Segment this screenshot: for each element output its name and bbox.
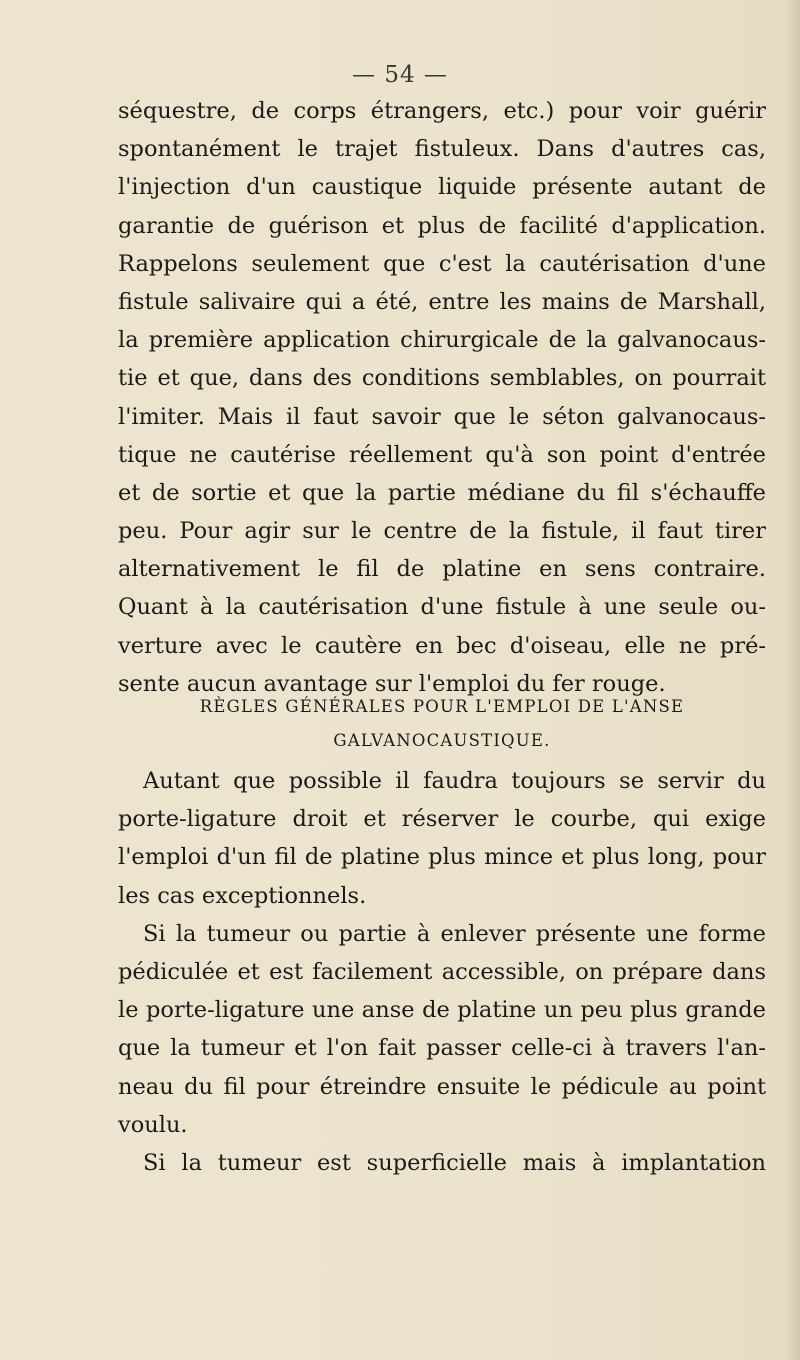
paragraph-1 <box>118 92 766 703</box>
text-line: spontanément le trajet fistuleux. Dans d'autres cas, <box>118 136 766 163</box>
text-line: pédiculée et est facilement accessible, on prépare dans <box>118 958 766 985</box>
text-line: Rappelons seulement que c'est la cautérisation d'une <box>118 250 766 277</box>
text-line: séquestre, de corps étrangers, etc.) pour voir guérir <box>118 98 766 124</box>
section-heading-line: GALVANOCAUSTIQUE. <box>333 731 551 750</box>
text-line: voulu. <box>118 1111 188 1138</box>
text-line: le porte-ligature une anse de platine un peu plus grande <box>118 997 766 1024</box>
text-line: l'imiter. Mais il faut savoir que le séton galvanocaus- <box>118 403 766 430</box>
text-line: Autant que possible il faudra toujours se servir du <box>143 768 766 794</box>
section-heading-line: RÈGLES GÉNÉRALES POUR L'EMPLOI DE L'ANSE <box>199 697 685 716</box>
text-line: Si la tumeur ou partie à enlever présente une forme <box>143 920 766 947</box>
page-edge-shadow <box>786 0 800 1360</box>
text-line: l'emploi d'un fil de platine plus mince et plus long, pour <box>118 844 766 871</box>
text-line: l'injection d'un caustique liquide présente autant de <box>118 174 766 201</box>
section-body <box>118 762 766 1182</box>
text-line: Si la tumeur est superficielle mais à implantation <box>143 1149 766 1176</box>
text-line: et de sortie et que la partie médiane du fil s'échauffe <box>118 479 766 506</box>
text-line: alternativement le fil de platine en sens contraire. <box>118 556 766 583</box>
text-line: la première application chirurgicale de la galvanocaus- <box>118 327 766 354</box>
text-line: verture avec le cautère en bec d'oiseau, elle ne pré- <box>118 632 766 659</box>
text-line: tie et que, dans des conditions semblables, on pourrait <box>118 365 766 392</box>
text-line: porte-ligature droit et réserver le courbe, qui exige <box>118 806 766 833</box>
text-line: Quant à la cautérisation d'une fistule à une seule ou- <box>118 594 766 621</box>
text-line: les cas exceptionnels. <box>118 882 367 909</box>
text-line: que la tumeur et l'on fait passer celle-ci à travers l'an- <box>118 1035 766 1062</box>
text-line: fistule salivaire qui a été, entre les mains de Marshall, <box>118 288 766 315</box>
text-line: neau du fil pour étreindre ensuite le pédicule au point <box>118 1073 766 1100</box>
text-line: garantie de guérison et plus de facilité d'application. <box>118 212 766 239</box>
text-line: tique ne cautérise réellement qu'à son point d'entrée <box>118 441 766 468</box>
text-line: sente aucun avantage sur l'emploi du fer rouge. <box>118 670 666 697</box>
page-number: — 54 — <box>352 62 448 88</box>
section-heading <box>118 690 766 758</box>
text-line: peu. Pour agir sur le centre de la fistule, il faut tirer <box>118 518 766 545</box>
